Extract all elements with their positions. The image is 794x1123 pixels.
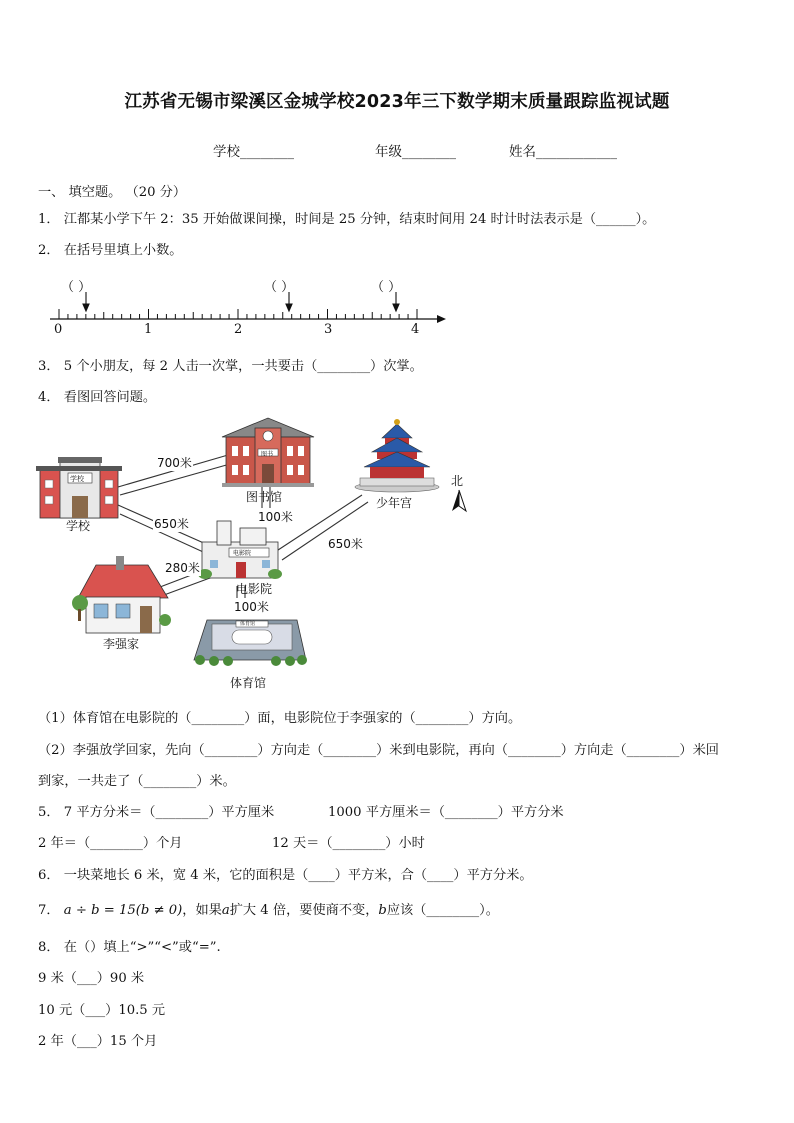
label-li-home: 李强家 xyxy=(103,637,140,651)
question-8-1: 9 米（___）90 米 xyxy=(38,971,145,986)
tick-label-4: 4 xyxy=(411,322,420,337)
question-8-2: 10 元（___）10.5 元 xyxy=(38,1003,166,1018)
page-title: 江苏省无锡市梁溪区金城学校2023年三下数学期末质量跟踪监视试题 xyxy=(124,92,670,112)
distance-school-cinema: 650米 xyxy=(154,517,189,531)
question-6: 6． 一块菜地长 6 米，宽 4 米，它的面积是（____）平方米，合（____）平方分米。 xyxy=(38,868,533,883)
tick-label-2: 2 xyxy=(234,322,243,337)
sign-cinema: 电影院 xyxy=(233,550,252,557)
school-field: 学校________ xyxy=(213,144,294,160)
label-library: 图书馆 xyxy=(246,490,283,504)
question-7-var-b: b xyxy=(378,903,387,918)
distance-school-library: 700米 xyxy=(157,456,192,470)
sign-gym: 体育馆 xyxy=(240,621,256,627)
label-gym: 体育馆 xyxy=(230,676,267,690)
palace-building-icon xyxy=(355,419,439,492)
question-8-3: 2 年（___）15 个月 xyxy=(38,1034,158,1049)
label-palace: 少年宫 xyxy=(376,496,413,510)
sign-school: 学校 xyxy=(70,475,84,483)
question-4-2a: （2）李强放学回家，先向（________）方向走（________）米到电影院，再向（________）方向走（________）米回 xyxy=(38,743,719,758)
blank-2[interactable]: （ ） xyxy=(264,280,295,295)
question-4-1: （1）体育馆在电影院的（________）面，电影院位于李强家的（________）方向。 xyxy=(38,711,522,726)
school-building-icon xyxy=(36,457,122,518)
question-1: 1． 江都某小学下午 2：35 开始做课间操，时间是 25 分钟，结束时间用 24 时计时法表示是（______）。 xyxy=(38,212,656,227)
tick-label-0: 0 xyxy=(54,322,63,337)
distance-home-cinema: 280米 xyxy=(165,561,200,575)
grade-field: 年级________ xyxy=(375,144,456,160)
name-field: 姓名____________ xyxy=(509,144,617,160)
question-7-text-c: 应该（________）。 xyxy=(386,903,499,918)
tick-label-3: 3 xyxy=(324,322,333,337)
question-7 xyxy=(38,899,499,918)
question-5a: 5． 7 平方分米＝（________）平方厘米 xyxy=(38,805,275,820)
question-5d: 12 天＝（________）小时 xyxy=(272,836,425,851)
north-arrow-icon xyxy=(452,490,466,511)
tick-label-1: 1 xyxy=(144,322,153,337)
question-7-formula: a ÷ b = 15(b ≠ 0) xyxy=(63,903,183,918)
question-7-text-a: ，如果 xyxy=(182,903,222,918)
question-5b: 1000 平方厘米＝（________）平方分米 xyxy=(328,805,564,820)
blank-1[interactable]: （ ） xyxy=(61,280,92,295)
home-building-icon xyxy=(72,556,171,633)
distance-library-cinema: 100米 xyxy=(258,510,293,524)
question-4-2b: 到家，一共走了（________）米。 xyxy=(38,774,236,789)
question-2: 2． 在括号里填上小数。 xyxy=(38,243,183,258)
label-cinema: 电影院 xyxy=(236,582,273,596)
question-5c: 2 年＝（________）个月 xyxy=(38,836,183,851)
question-7-var-a: a xyxy=(221,903,230,918)
blank-3[interactable]: （ ） xyxy=(371,280,402,295)
question-4: 4． 看图回答问题。 xyxy=(38,390,157,405)
section-heading: 一、 填空题。 （20 分） xyxy=(38,185,187,200)
question-3: 3． 5 个小朋友，每 2 人击一次掌，一共要击（________）次掌。 xyxy=(38,359,423,374)
sign-library: 图书 xyxy=(261,451,274,458)
question-7-number: 7． xyxy=(38,903,60,918)
label-school: 学校 xyxy=(66,519,91,533)
question-8: 8． 在（）填上“>”“<”或“=”. xyxy=(38,940,221,955)
distance-palace-cinema: 650米 xyxy=(328,537,363,551)
question-7-text-b: 扩大 4 倍，要使商不变， xyxy=(229,903,379,918)
distance-cinema-gym: 100米 xyxy=(234,600,269,614)
label-north: 北 xyxy=(451,474,464,488)
